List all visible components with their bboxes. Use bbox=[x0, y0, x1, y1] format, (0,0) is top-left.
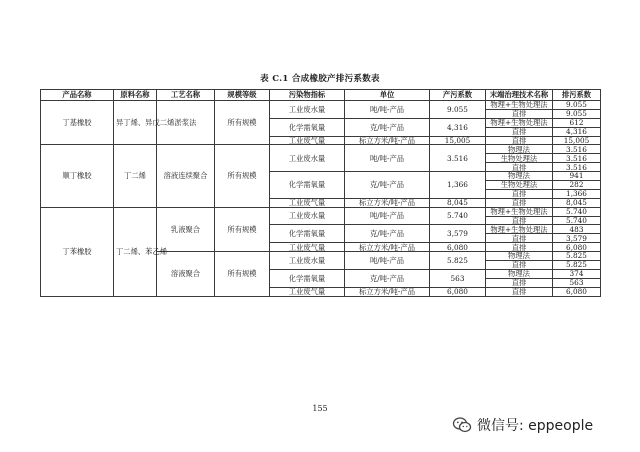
treatment-cell: 直排 bbox=[486, 287, 553, 296]
header-row bbox=[41, 90, 601, 101]
pollutant-cell: 工业废气量 bbox=[270, 243, 345, 252]
unit-cell: 克/吨-产品 bbox=[345, 118, 430, 136]
emission-factor-cell: 3.516 bbox=[553, 145, 601, 154]
page-number: 155 bbox=[312, 404, 328, 413]
generation-factor-cell: 563 bbox=[430, 269, 486, 287]
unit-cell: 克/吨-产品 bbox=[345, 172, 430, 199]
scale-cell: 所有规模 bbox=[215, 252, 270, 296]
emission-factor-cell: 1,366 bbox=[553, 189, 601, 198]
pollutant-cell: 工业废水量 bbox=[270, 145, 345, 172]
emission-factor-cell: 5.825 bbox=[553, 252, 601, 261]
product-cell: 丁苯橡胶 bbox=[41, 207, 114, 296]
emission-factor-cell: 612 bbox=[553, 118, 601, 127]
scale-cell: 所有规模 bbox=[215, 101, 270, 145]
emission-factor-cell: 374 bbox=[553, 269, 601, 278]
generation-factor-cell: 6,080 bbox=[430, 287, 486, 296]
generation-factor-cell: 15,005 bbox=[430, 136, 486, 145]
treatment-cell: 物理+生物处理法 bbox=[486, 118, 553, 127]
treatment-cell: 物理法 bbox=[486, 269, 553, 278]
unit-cell: 标立方米/吨-产品 bbox=[345, 198, 430, 207]
material-cell: 异丁烯、异戊二烯 bbox=[114, 101, 157, 145]
emission-factor-cell: 483 bbox=[553, 225, 601, 234]
header-unit: 单位 bbox=[345, 90, 430, 101]
emission-factor-cell: 5.740 bbox=[553, 207, 601, 216]
treatment-cell: 直排 bbox=[486, 198, 553, 207]
treatment-cell: 直排 bbox=[486, 109, 553, 118]
emission-factor-cell: 9.055 bbox=[553, 101, 601, 110]
treatment-cell: 直排 bbox=[486, 163, 553, 172]
emission-factor-cell: 282 bbox=[553, 181, 601, 190]
generation-factor-cell: 3.516 bbox=[430, 145, 486, 172]
generation-factor-cell: 1,366 bbox=[430, 172, 486, 199]
header-product: 产品名称 bbox=[41, 90, 114, 101]
treatment-cell: 生物处理法 bbox=[486, 181, 553, 190]
treatment-cell: 直排 bbox=[486, 216, 553, 225]
emission-factor-cell: 6,080 bbox=[553, 287, 601, 296]
emission-factor-cell: 15,005 bbox=[553, 136, 601, 145]
process-cell: 淤浆法 bbox=[157, 101, 215, 145]
treatment-cell: 直排 bbox=[486, 127, 553, 136]
unit-cell: 克/吨-产品 bbox=[345, 225, 430, 243]
pollutant-cell: 化学需氧量 bbox=[270, 172, 345, 199]
treatment-cell: 直排 bbox=[486, 261, 553, 270]
emission-factor-cell: 9.055 bbox=[553, 109, 601, 118]
pollutant-cell: 工业废气量 bbox=[270, 287, 345, 296]
header-pollutant: 污染物指标 bbox=[270, 90, 345, 101]
emission-factor-cell: 5.825 bbox=[553, 261, 601, 270]
unit-cell: 标立方米/吨-产品 bbox=[345, 136, 430, 145]
treatment-cell: 物理法 bbox=[486, 252, 553, 261]
generation-factor-cell: 5.825 bbox=[430, 252, 486, 270]
product-cell: 顺丁橡胶 bbox=[41, 145, 114, 207]
emission-factor-cell: 3,579 bbox=[553, 234, 601, 243]
generation-factor-cell: 6,080 bbox=[430, 243, 486, 252]
header-scale: 规模等级 bbox=[215, 90, 270, 101]
process-cell: 溶液连续聚合 bbox=[157, 145, 215, 207]
pollutant-cell: 化学需氧量 bbox=[270, 225, 345, 243]
generation-factor-cell: 3,579 bbox=[430, 225, 486, 243]
scale-cell: 所有规模 bbox=[215, 145, 270, 207]
treatment-cell: 物理法 bbox=[486, 145, 553, 154]
watermark-text: 微信号: eppeople bbox=[477, 418, 594, 434]
scale-cell: 所有规模 bbox=[215, 207, 270, 251]
table-row bbox=[41, 207, 601, 216]
wechat-watermark bbox=[452, 415, 593, 435]
table-caption: 表 C.1 合成橡胶产排污系数表 bbox=[260, 74, 380, 84]
header-emission-factor: 排污系数 bbox=[553, 90, 601, 101]
process-cell: 乳液聚合 bbox=[157, 207, 215, 251]
pollutant-cell: 工业废气量 bbox=[270, 136, 345, 145]
generation-factor-cell: 9.055 bbox=[430, 101, 486, 119]
emission-factor-table bbox=[40, 89, 601, 297]
treatment-cell: 物理法 bbox=[486, 172, 553, 181]
emission-factor-cell: 3.516 bbox=[553, 154, 601, 163]
treatment-cell: 生物处理法 bbox=[486, 154, 553, 163]
emission-factor-cell: 8,045 bbox=[553, 198, 601, 207]
treatment-cell: 物理+生物处理法 bbox=[486, 225, 553, 234]
generation-factor-cell: 5.740 bbox=[430, 207, 486, 225]
pollutant-cell: 工业废水量 bbox=[270, 207, 345, 225]
treatment-cell: 直排 bbox=[486, 189, 553, 198]
process-cell: 溶液聚合 bbox=[157, 252, 215, 296]
unit-cell: 标立方米/吨-产品 bbox=[345, 287, 430, 296]
emission-factor-cell: 563 bbox=[553, 278, 601, 287]
table-row bbox=[41, 101, 601, 110]
table-row bbox=[41, 145, 601, 154]
header-material: 原料名称 bbox=[114, 90, 157, 101]
unit-cell: 克/吨-产品 bbox=[345, 269, 430, 287]
treatment-cell: 直排 bbox=[486, 234, 553, 243]
header-treatment-tech: 末端治理技术名称 bbox=[486, 90, 553, 101]
unit-cell: 吨/吨-产品 bbox=[345, 101, 430, 119]
emission-factor-cell: 941 bbox=[553, 172, 601, 181]
treatment-cell: 直排 bbox=[486, 136, 553, 145]
material-cell: 丁二烯 bbox=[114, 145, 157, 207]
unit-cell: 吨/吨-产品 bbox=[345, 207, 430, 225]
unit-cell: 吨/吨-产品 bbox=[345, 252, 430, 270]
generation-factor-cell: 4,316 bbox=[430, 118, 486, 136]
wechat-icon bbox=[452, 416, 472, 434]
treatment-cell: 物理+生物处理法 bbox=[486, 101, 553, 110]
pollutant-cell: 化学需氧量 bbox=[270, 118, 345, 136]
generation-factor-cell: 8,045 bbox=[430, 198, 486, 207]
emission-factor-cell: 3.516 bbox=[553, 163, 601, 172]
pollutant-cell: 工业废水量 bbox=[270, 252, 345, 270]
product-cell: 丁基橡胶 bbox=[41, 101, 114, 145]
header-generation-factor: 产污系数 bbox=[430, 90, 486, 101]
unit-cell: 吨/吨-产品 bbox=[345, 145, 430, 172]
pollutant-cell: 化学需氧量 bbox=[270, 269, 345, 287]
pollutant-cell: 工业废水量 bbox=[270, 101, 345, 119]
header-process: 工艺名称 bbox=[157, 90, 215, 101]
emission-factor-cell: 5.740 bbox=[553, 216, 601, 225]
emission-factor-cell: 4,316 bbox=[553, 127, 601, 136]
unit-cell: 标立方米/吨-产品 bbox=[345, 243, 430, 252]
emission-factor-cell: 6,080 bbox=[553, 243, 601, 252]
treatment-cell: 物理+生物处理法 bbox=[486, 207, 553, 216]
treatment-cell: 直排 bbox=[486, 243, 553, 252]
treatment-cell: 直排 bbox=[486, 278, 553, 287]
material-cell: 丁二烯、苯乙烯 bbox=[114, 207, 157, 296]
pollutant-cell: 工业废气量 bbox=[270, 198, 345, 207]
